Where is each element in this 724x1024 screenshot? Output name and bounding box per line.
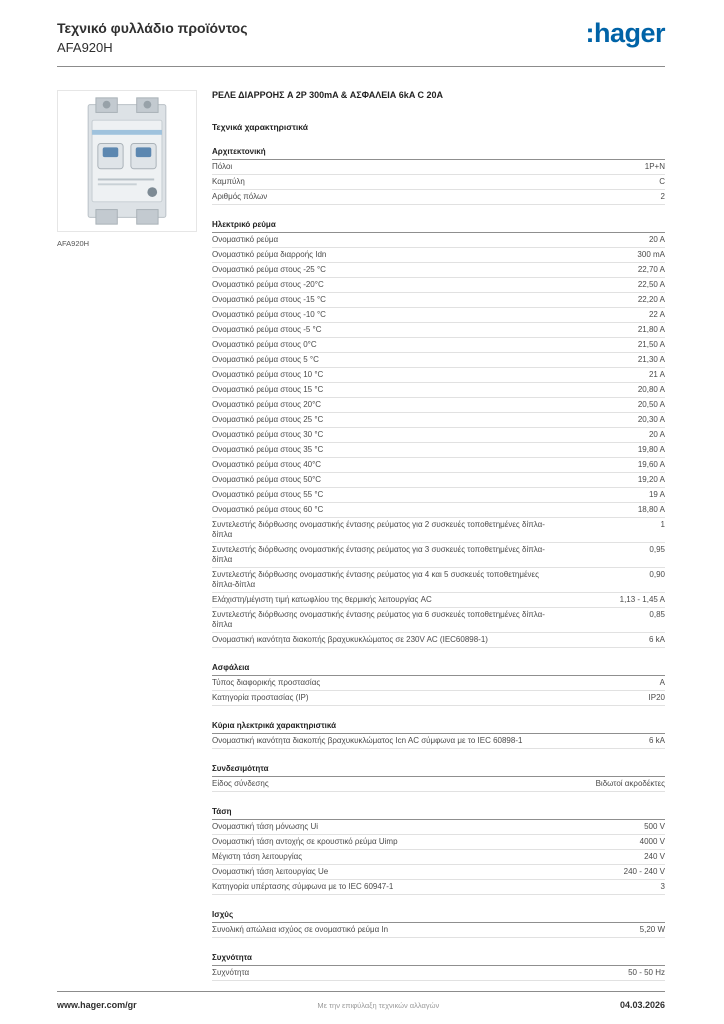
spec-label: Συχνότητα [212,967,250,977]
spec-label: Ονομαστική τάση λειτουργίας Ue [212,866,329,876]
spec-label: Ονομαστικό ρεύμα στους 0°C [212,339,317,349]
spec-section [212,211,665,648]
spec-row [212,691,665,706]
spec-value: 21,50 A [637,339,665,349]
product-image-column [57,90,197,248]
spec-row [212,518,665,543]
spec-row [212,338,665,353]
spec-value: 22,70 A [637,264,665,274]
spec-label: Ονομαστικό ρεύμα διαρροής Idn [212,249,327,259]
spec-value: C [659,176,665,186]
spec-row [212,593,665,608]
spec-label: Ονομαστικό ρεύμα στους 30 °C [212,429,324,439]
header-titles [57,20,248,55]
footer [57,991,665,1010]
section-title: Τάση [212,798,665,820]
footer-date: 04.03.2026 [619,1000,665,1010]
spec-row [212,263,665,278]
spec-value: 6 kA [648,735,665,745]
spec-section [212,944,665,981]
spec-value: 4000 V [639,836,665,846]
spec-value: 18,80 A [637,504,665,514]
spec-label: Ονομαστικό ρεύμα στους 25 °C [212,414,324,424]
spec-label: Ονομαστικό ρεύμα στους -25 °C [212,264,326,274]
spec-label: Είδος σύνδεσης [212,778,269,788]
spec-label: Ονομαστικό ρεύμα στους 60 °C [212,504,324,514]
spec-value: 19,80 A [637,444,665,454]
spec-row [212,428,665,443]
spec-label: Ονομαστικό ρεύμα στους -15 °C [212,294,326,304]
spec-row [212,248,665,263]
product-reference: AFA920H [57,40,113,55]
spec-row [212,633,665,648]
spec-row [212,293,665,308]
spec-value: 20,30 A [637,414,665,424]
spec-label: Καμπύλη [212,176,245,186]
spec-label: Ονομαστικό ρεύμα [212,234,279,244]
spec-label: Ονομαστικό ρεύμα στους 55 °C [212,489,324,499]
spec-label: Ονομαστικό ρεύμα στους 20°C [212,399,322,409]
spec-label: Ονομαστικό ρεύμα στους -20°C [212,279,324,289]
spec-value: 20,80 A [637,384,665,394]
spec-value: 21,30 A [637,354,665,364]
spec-section [212,755,665,792]
spec-section [212,138,665,205]
spec-row [212,835,665,850]
spec-label: Συντελεστής διόρθωσης ονομαστικής έντασης ρεύματος για 2 συσκευές τοποθετημένες δίπλα-δίπλα [212,519,545,539]
spec-label: Ονομαστικό ρεύμα στους -10 °C [212,309,326,319]
header-divider [57,66,665,67]
spec-row [212,458,665,473]
spec-row [212,160,665,175]
section-title: Συνδεσιμότητα [212,755,665,777]
spec-value: 20,50 A [637,399,665,409]
section-title: Ισχύς [212,901,665,923]
spec-label: Ονομαστικό ρεύμα στους 50°C [212,474,322,484]
spec-label: Συντελεστής διόρθωσης ονομαστικής έντασης ρεύματος για 3 συσκευές τοποθετημένες δίπλα-δίπλα [212,544,545,564]
spec-row [212,734,665,749]
spec-value: Βιδωτοί ακροδέκτες [595,778,665,788]
spec-label: Συνολική απώλεια ισχύος σε ονομαστικό ρεύμα In [212,924,389,934]
spec-value: 19 A [648,489,665,499]
spec-row [212,820,665,835]
product-image [57,90,197,232]
spec-label: Μέγιστη τάση λειτουργίας [212,851,303,861]
spec-row [212,488,665,503]
spec-row [212,398,665,413]
spec-label: Ονομαστικό ρεύμα στους -5 °C [212,324,322,334]
spec-value: 6 kA [648,634,665,644]
spec-value: 1 [660,519,665,529]
spec-label: Ονομαστικό ρεύμα στους 15 °C [212,384,324,394]
page-title: Τεχνικό φυλλάδιο προϊόντος [57,20,248,36]
spec-label: Ονομαστική τάση αντοχής σε κρουστικό ρεύμα Uimp [212,836,398,846]
spec-label: Αριθμός πόλων [212,191,268,201]
spec-sections [212,138,665,981]
spec-value: 3 [660,881,665,891]
spec-value: 19,60 A [637,459,665,469]
spec-value: A [659,677,665,687]
spec-value: 22,20 A [637,294,665,304]
spec-section [212,798,665,895]
content [57,90,665,981]
spec-row [212,353,665,368]
spec-value: 21,80 A [637,324,665,334]
spec-row [212,850,665,865]
spec-label: Ελάχιστη/μέγιστη τιμή κατωφλίου της θερμικής λειτουργίας AC [212,594,432,604]
spec-row [212,865,665,880]
section-title: Κύρια ηλεκτρικά χαρακτηριστικά [212,712,665,734]
spec-label: Ονομαστικό ρεύμα στους 40°C [212,459,322,469]
spec-value: 20 A [648,429,665,439]
spec-value: 240 V [644,851,665,861]
spec-value: 50 - 50 Hz [628,967,665,977]
footer-website-link[interactable]: www.hager.com/gr [57,1000,137,1010]
spec-row [212,966,665,981]
spec-label: Ονομαστική ικανότητα διακοπής βραχυκυκλώματος Icn AC σύμφωνα με το IEC 60898-1 [212,735,523,745]
hager-logo: :hager [585,18,665,48]
section-title: Ασφάλεια [212,654,665,676]
spec-row [212,777,665,792]
spec-section [212,654,665,706]
product-name: ΡΕΛΕ ΔΙΑΡΡΟΗΣ A 2P 300mA & ΑΣΦΑΛΕΙΑ 6kA C 20A [212,90,443,100]
spec-value: 21 A [648,369,665,379]
spec-section [212,712,665,749]
spec-label: Ονομαστικό ρεύμα στους 5 °C [212,354,319,364]
spec-row [212,383,665,398]
spec-row [212,880,665,895]
spec-label: Ονομαστική ικανότητα διακοπής βραχυκυκλώματος σε 230V AC (IEC60898-1) [212,634,488,644]
spec-value: IP20 [648,692,665,702]
spec-value: 1,13 - 1,45 A [619,594,665,604]
spec-row [212,413,665,428]
spec-value: 1P+N [644,161,665,171]
spec-row [212,278,665,293]
spec-value: 22 A [648,309,665,319]
spec-value: 19,20 A [637,474,665,484]
section-title: Αρχιτεκτονική [212,138,665,160]
spec-row [212,608,665,633]
section-title: Συχνότητα [212,944,665,966]
spec-label: Κατηγορία υπέρτασης σύμφωνα με το IEC 60947-1 [212,881,394,891]
spec-row [212,473,665,488]
circuit-breaker-illustration [59,93,195,229]
spec-row [212,368,665,383]
spec-label: Ονομαστικό ρεύμα στους 35 °C [212,444,324,454]
spec-row [212,175,665,190]
spec-column [212,90,665,981]
spec-value: 500 V [644,821,665,831]
spec-value: 2 [660,191,665,201]
spec-value: 20 A [648,234,665,244]
spec-row [212,190,665,205]
spec-row [212,543,665,568]
spec-row [212,443,665,458]
spec-section [212,901,665,938]
spec-label: Τύπος διαφορικής προστασίας [212,677,321,687]
spec-label: Συντελεστής διόρθωσης ονομαστικής έντασης ρεύματος για 6 συσκευές τοποθετημένες δίπλα-δίπλα [212,609,545,629]
spec-label: Συντελεστής διόρθωσης ονομαστικής έντασης ρεύματος για 4 και 5 συσκευές τοποθετημένες δίπλα-δίπλα [212,569,539,589]
spec-row [212,233,665,248]
spec-label: Κατηγορία προστασίας (IP) [212,692,309,702]
spec-row [212,923,665,938]
spec-label: Πόλοι [212,161,233,171]
spec-row [212,323,665,338]
spec-label: Ονομαστικό ρεύμα στους 10 °C [212,369,324,379]
spec-row [212,676,665,691]
spec-value: 22,50 A [637,279,665,289]
spec-label: Ονομαστική τάση μόνωσης Ui [212,821,319,831]
spec-row [212,503,665,518]
spec-value: 240 - 240 V [623,866,665,876]
spec-row [212,568,665,593]
spec-row [212,308,665,323]
header [57,20,665,55]
spec-value: 5,20 W [639,924,665,934]
section-title: Ηλεκτρικό ρεύμα [212,211,665,233]
spec-value: 0,95 [649,544,665,554]
spec-value: 300 mA [637,249,665,259]
spec-value: 0,90 [649,569,665,579]
specs-heading: Τεχνικά χαρακτηριστικά [212,121,308,132]
product-image-caption: AFA920H [57,239,90,248]
footer-disclaimer: Με την επιφύλαξη τεχνικών αλλαγών [317,1001,440,1010]
spec-value: 0,85 [649,609,665,619]
